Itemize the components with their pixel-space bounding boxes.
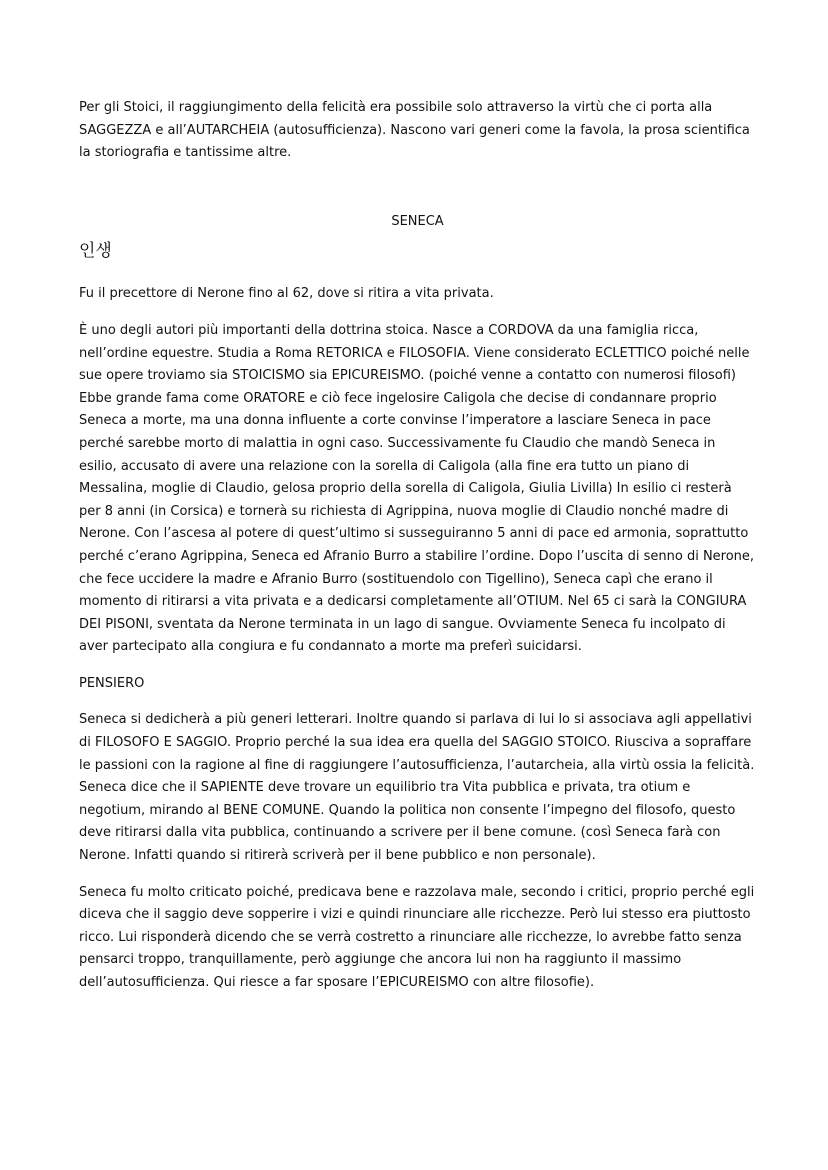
paragraph-pensiero-1: Seneca si dedicherà a più generi letterari. Inoltre quando si parlava di lui lo si associava agli appellativi di FILOSOFO E SAGGIO. Proprio perché la sua idea era quella del SAGGIO STOICO. Riusciva a sopraffare le passioni con la ragione al fine di raggiungere l’autosufficienza, l’autarcheia, alla virtù ossia la felicità. Seneca dice che il SAPIENTE deve trovare un equilibrio tra Vita pubblica e privata, tra otium e negotium, mirando al BENE COMUNE. Quando la politica non consente l’impegno del filosofo, questo deve ritirarsi dalla vita pubblica, continuando a scrivere per il bene comune. (così Seneca farà con Nerone. Infatti quando si ritirerà scriverà per il bene pubblico e non personale). bbox=[79, 712, 755, 864]
intro-paragraph: Per gli Stoici, il raggiungimento della felicità era possibile solo attraverso la virtù che ci porta alla SAGGEZZA e all’AUTARCHEIA (autosufficienza). Nascono vari generi come la favola, la prosa scientifica la storiografia e tantissime altre. bbox=[79, 100, 750, 161]
paragraph-biography: È uno degli autori più importanti della dottrina stoica. Nasce a CORDOVA da una famiglia ricca, nell’ordine equestre. Studia a Roma RETORICA e FILOSOFIA. Viene considerato ECLETTICO poiché nelle sue opere troviamo sia STOICISMO sia EPICUREISMO. (poiché venne a contatto con numerosi filosofi) Ebbe grande fama come ORATORE e ciò fece ingelosire Caligola che decise di condannare proprio Seneca a morte, ma una donna influente a corte convinse l’imperatore a lasciare Seneca in pace perché sarebbe morto di malattia in ogni caso. Successivamente fu Claudio che mandò Seneca in esilio, accusato di avere una relazione con la sorella di Caligola (alla fine era tutto un piano di Messalina, moglie di Claudio, gelosa proprio della sorella di Caligola, Giulia Livilla) In esilio ci resterà per 8 anni (in Corsica) e tornerà su richiesta di Agrippina, nuova moglie di Claudio nonché madre di Nerone. Con l’ascesa al potere di quest’ultimo si susseguiranno 5 anni di pace ed armonia, soprattutto perché c’erano Agrippina, Seneca ed Afranio Burro a stabilire l’ordine. Dopo l’uscita di senno di Nerone, che fece uccidere la madre e Afranio Burro (sostituendolo con Tigellino), Seneca capì che erano il momento di ritirarsi a vita privata e a dedicarsi completamente all’OTIUM. Nel 65 ci sarà la CONGIURA DEI PISONI, sventata da Nerone terminata in un lago di sangue. Ovviamente Seneca fu incolpato di aver partecipato alla congiura e fu condannato a morte ma preferì suicidarsi. bbox=[79, 322, 755, 655]
page-title: SENECA bbox=[391, 213, 444, 229]
paragraph-intro-life: Fu il precettore di Nerone fino al 62, dove si ritira a vita privata. bbox=[79, 286, 494, 302]
paragraph-pensiero-2: Seneca fu molto criticato poiché, predicava bene e razzolava male, secondo i critici, proprio perché egli diceva che il saggio deve sopperire i vizi e quindi rinunciare alle ricchezze. Però lui stesso era piuttosto ricco. Lui risponderà dicendo che se verrà costretto a rinunciare alle ricchezze, lo avrebbe fatto senza pensarci troppo, tranquillamente, però aggiunge che ancora lui non ha raggiunto il massimo dell’autosufficienza. Qui riesce a far sposare l’EPICUREISMO con altre filosofie). bbox=[79, 884, 755, 990]
section-label-pensiero: PENSIERO bbox=[79, 675, 145, 691]
korean-heading: 인생 bbox=[79, 241, 112, 262]
